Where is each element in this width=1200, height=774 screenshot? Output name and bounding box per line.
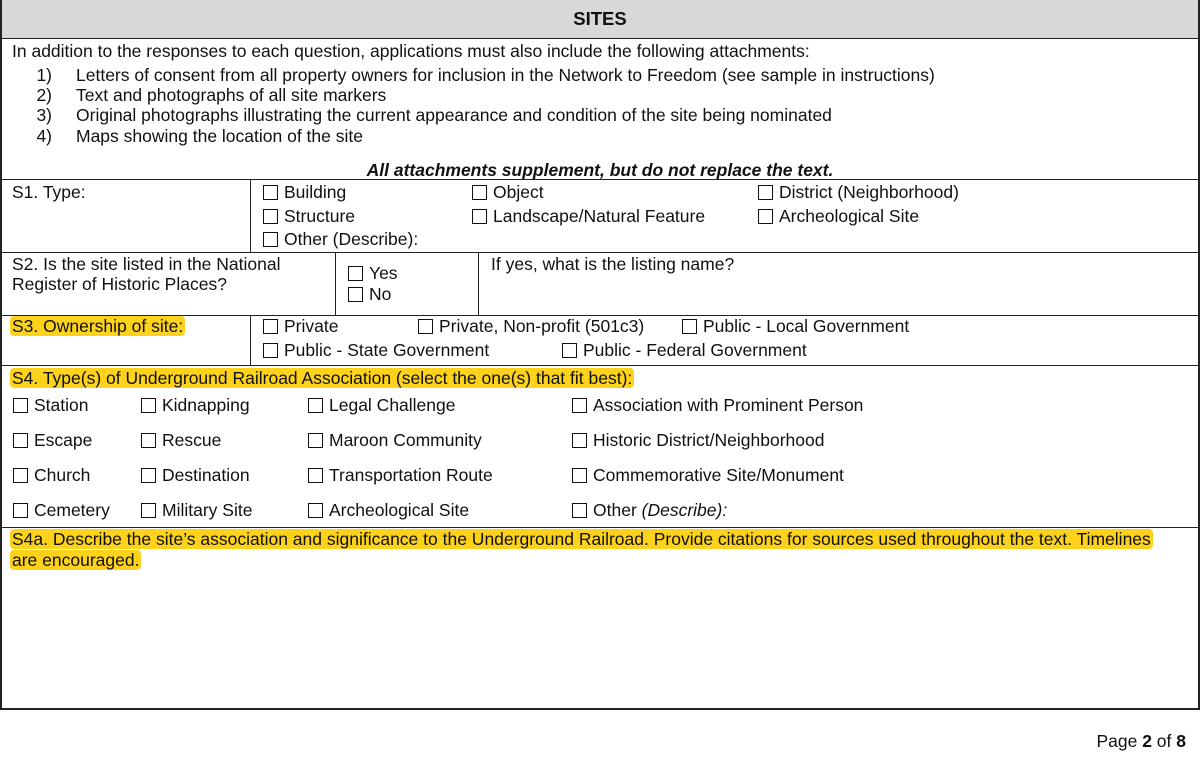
checkbox-cemetery[interactable]: Cemetery bbox=[13, 500, 110, 520]
checkbox-other-association[interactable]: Other (Describe): bbox=[572, 500, 727, 520]
checkbox-kidnapping[interactable]: Kidnapping bbox=[141, 395, 250, 415]
s4-label: S4. Type(s) of Underground Railroad Association (select the one(s) that fit best): bbox=[12, 368, 633, 388]
s3-label: S3. Ownership of site: bbox=[12, 316, 184, 336]
checkbox-building[interactable]: Building bbox=[263, 182, 346, 202]
checkbox-maroon-community[interactable]: Maroon Community bbox=[308, 430, 482, 450]
checkbox-icon[interactable] bbox=[13, 503, 28, 518]
column-divider bbox=[250, 315, 251, 365]
checkbox-icon[interactable] bbox=[141, 503, 156, 518]
s2-label-line1: S2. Is the site listed in the National bbox=[12, 254, 281, 274]
checkbox-destination[interactable]: Destination bbox=[141, 465, 250, 485]
checkbox-icon[interactable] bbox=[263, 343, 278, 358]
intro-text: In addition to the responses to each question, applications must also include the following attachments: bbox=[12, 41, 810, 61]
listing-name-label: If yes, what is the listing name? bbox=[491, 254, 735, 274]
checkbox-icon[interactable] bbox=[308, 433, 323, 448]
s1-label: S1. Type: bbox=[12, 182, 86, 202]
checkbox-public-local[interactable]: Public - Local Government bbox=[682, 316, 909, 336]
checkbox-icon[interactable] bbox=[141, 398, 156, 413]
checkbox-public-federal[interactable]: Public - Federal Government bbox=[562, 340, 807, 360]
page-number: Page 2 of 8 bbox=[1096, 731, 1186, 751]
checkbox-object[interactable]: Object bbox=[472, 182, 544, 202]
checkbox-icon[interactable] bbox=[682, 319, 697, 334]
checkbox-private[interactable]: Private bbox=[263, 316, 338, 336]
checkbox-commemorative-site[interactable]: Commemorative Site/Monument bbox=[572, 465, 844, 485]
checkbox-icon[interactable] bbox=[263, 319, 278, 334]
checkbox-icon[interactable] bbox=[13, 468, 28, 483]
list-item: 4) Maps showing the location of the site bbox=[36, 126, 363, 146]
listing-name-field[interactable] bbox=[480, 276, 1196, 314]
row-divider bbox=[0, 527, 1200, 528]
checkbox-icon[interactable] bbox=[572, 398, 587, 413]
checkbox-icon[interactable] bbox=[348, 266, 363, 281]
checkbox-icon[interactable] bbox=[308, 468, 323, 483]
checkbox-icon[interactable] bbox=[572, 433, 587, 448]
checkbox-icon[interactable] bbox=[141, 433, 156, 448]
table-border-bottom bbox=[0, 708, 1200, 710]
row-divider bbox=[0, 252, 1200, 253]
checkbox-no[interactable]: No bbox=[348, 284, 391, 304]
list-item: 2) Text and photographs of all site markers bbox=[36, 85, 387, 105]
s4a-response-area[interactable] bbox=[2, 574, 1198, 707]
checkbox-prominent-person[interactable]: Association with Prominent Person bbox=[572, 395, 863, 415]
checkbox-escape[interactable]: Escape bbox=[13, 430, 92, 450]
checkbox-icon[interactable] bbox=[13, 398, 28, 413]
checkbox-icon[interactable] bbox=[472, 209, 487, 224]
page-title: SITES bbox=[573, 8, 627, 29]
checkbox-archeological-site-assoc[interactable]: Archeological Site bbox=[308, 500, 469, 520]
checkbox-landscape[interactable]: Landscape/Natural Feature bbox=[472, 206, 705, 226]
s2-label-line2: Register of Historic Places? bbox=[12, 274, 227, 294]
checkbox-archeological-site[interactable]: Archeological Site bbox=[758, 206, 919, 226]
checkbox-icon[interactable] bbox=[562, 343, 577, 358]
checkbox-icon[interactable] bbox=[263, 209, 278, 224]
checkbox-icon[interactable] bbox=[141, 468, 156, 483]
checkbox-rescue[interactable]: Rescue bbox=[141, 430, 221, 450]
checkbox-legal-challenge[interactable]: Legal Challenge bbox=[308, 395, 456, 415]
list-item: 3) Original photographs illustrating the current appearance and condition of the site being nominated bbox=[36, 105, 832, 125]
s4a-prompt-line2: are encouraged. bbox=[12, 550, 140, 570]
row-divider bbox=[0, 365, 1200, 366]
checkbox-icon[interactable] bbox=[308, 398, 323, 413]
checkbox-private-nonprofit[interactable]: Private, Non-profit (501c3) bbox=[418, 316, 644, 336]
checkbox-icon[interactable] bbox=[263, 185, 278, 200]
checkbox-icon[interactable] bbox=[572, 468, 587, 483]
checkbox-icon[interactable] bbox=[472, 185, 487, 200]
column-divider bbox=[478, 252, 479, 315]
checkbox-icon[interactable] bbox=[348, 287, 363, 302]
checkbox-public-state[interactable]: Public - State Government bbox=[263, 340, 489, 360]
checkbox-icon[interactable] bbox=[758, 185, 773, 200]
checkbox-district[interactable]: District (Neighborhood) bbox=[758, 182, 959, 202]
checkbox-icon[interactable] bbox=[418, 319, 433, 334]
checkbox-icon[interactable] bbox=[263, 232, 278, 247]
checkbox-other-type[interactable]: Other (Describe): bbox=[263, 229, 418, 249]
row-divider bbox=[0, 38, 1200, 39]
checkbox-historic-district[interactable]: Historic District/Neighborhood bbox=[572, 430, 824, 450]
checkbox-transportation-route[interactable]: Transportation Route bbox=[308, 465, 493, 485]
list-item: 1) Letters of consent from all property owners for inclusion in the Network to Freedom (see sample in instructions) bbox=[36, 65, 935, 85]
checkbox-icon[interactable] bbox=[758, 209, 773, 224]
checkbox-icon[interactable] bbox=[13, 433, 28, 448]
column-divider bbox=[250, 179, 251, 252]
checkbox-icon[interactable] bbox=[572, 503, 587, 518]
checkbox-church[interactable]: Church bbox=[13, 465, 90, 485]
checkbox-military-site[interactable]: Military Site bbox=[141, 500, 252, 520]
attachments-note: All attachments supplement, but do not replace the text. bbox=[366, 160, 834, 180]
column-divider bbox=[335, 252, 336, 315]
s4a-prompt-line1: S4a. Describe the site’s association and significance to the Underground Railroad. Provide citations for sources used throughout the text. Timelines bbox=[12, 529, 1151, 549]
checkbox-icon[interactable] bbox=[308, 503, 323, 518]
checkbox-structure[interactable]: Structure bbox=[263, 206, 355, 226]
checkbox-station[interactable]: Station bbox=[13, 395, 88, 415]
checkbox-yes[interactable]: Yes bbox=[348, 263, 398, 283]
